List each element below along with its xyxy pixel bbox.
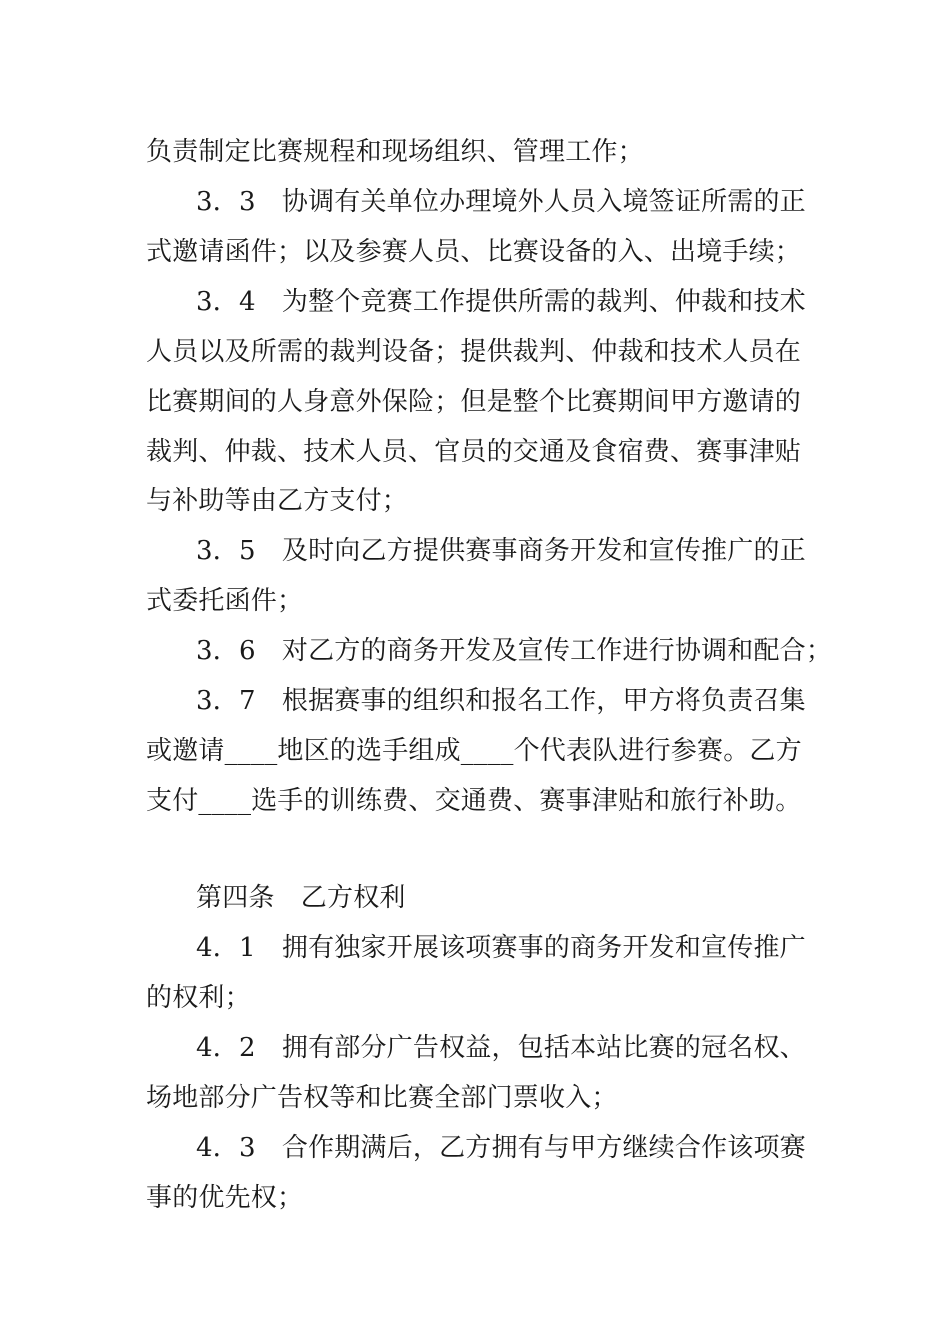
clause-3-4: 3．4 为整个竞赛工作提供所需的裁判、仲裁和技术 — [196, 287, 806, 317]
text-line: 裁判、仲裁、技术人员、官员的交通及食宿费、赛事津贴 — [146, 437, 802, 467]
clause-3-5: 3．5 及时向乙方提供赛事商务开发和宣传推广的正 — [196, 536, 806, 566]
text-line: 负责制定比赛规程和现场组织、管理工作； — [146, 137, 644, 167]
clause-4-2: 4．2 拥有部分广告权益，包括本站比赛的冠名权、 — [196, 1033, 806, 1063]
clause-3-7: 3．7 根据赛事的组织和报名工作，甲方将负责召集 — [196, 686, 806, 716]
text-line: 的权利； — [146, 983, 251, 1013]
text-line: 比赛期间的人身意外保险；但是整个比赛期间甲方邀请的 — [146, 387, 802, 417]
text-line: 支付____选手的训练费、交通费、赛事津贴和旅行补助。 — [146, 786, 802, 816]
text-line: 或邀请____地区的选手组成____个代表队进行参赛。乙方 — [146, 736, 802, 766]
article-4-heading: 第四条 乙方权利 — [196, 883, 406, 913]
text-line: 与补助等由乙方支付； — [146, 486, 409, 516]
text-line: 场地部分广告权等和比赛全部门票收入； — [146, 1083, 618, 1113]
text-line: 式委托函件； — [146, 586, 304, 616]
text-line: 式邀请函件；以及参赛人员、比赛设备的入、出境手续； — [146, 237, 802, 267]
text-line: 人员以及所需的裁判设备；提供裁判、仲裁和技术人员在 — [146, 337, 802, 367]
clause-3-3: 3．3 协调有关单位办理境外人员入境签证所需的正 — [196, 187, 806, 217]
clause-3-6: 3．6 对乙方的商务开发及宣传工作进行协调和配合； — [196, 636, 833, 666]
clause-4-1: 4．1 拥有独家开展该项赛事的商务开发和宣传推广 — [196, 933, 806, 963]
clause-4-3: 4．3 合作期满后，乙方拥有与甲方继续合作该项赛 — [196, 1133, 806, 1163]
text-line: 事的优先权； — [146, 1183, 304, 1213]
